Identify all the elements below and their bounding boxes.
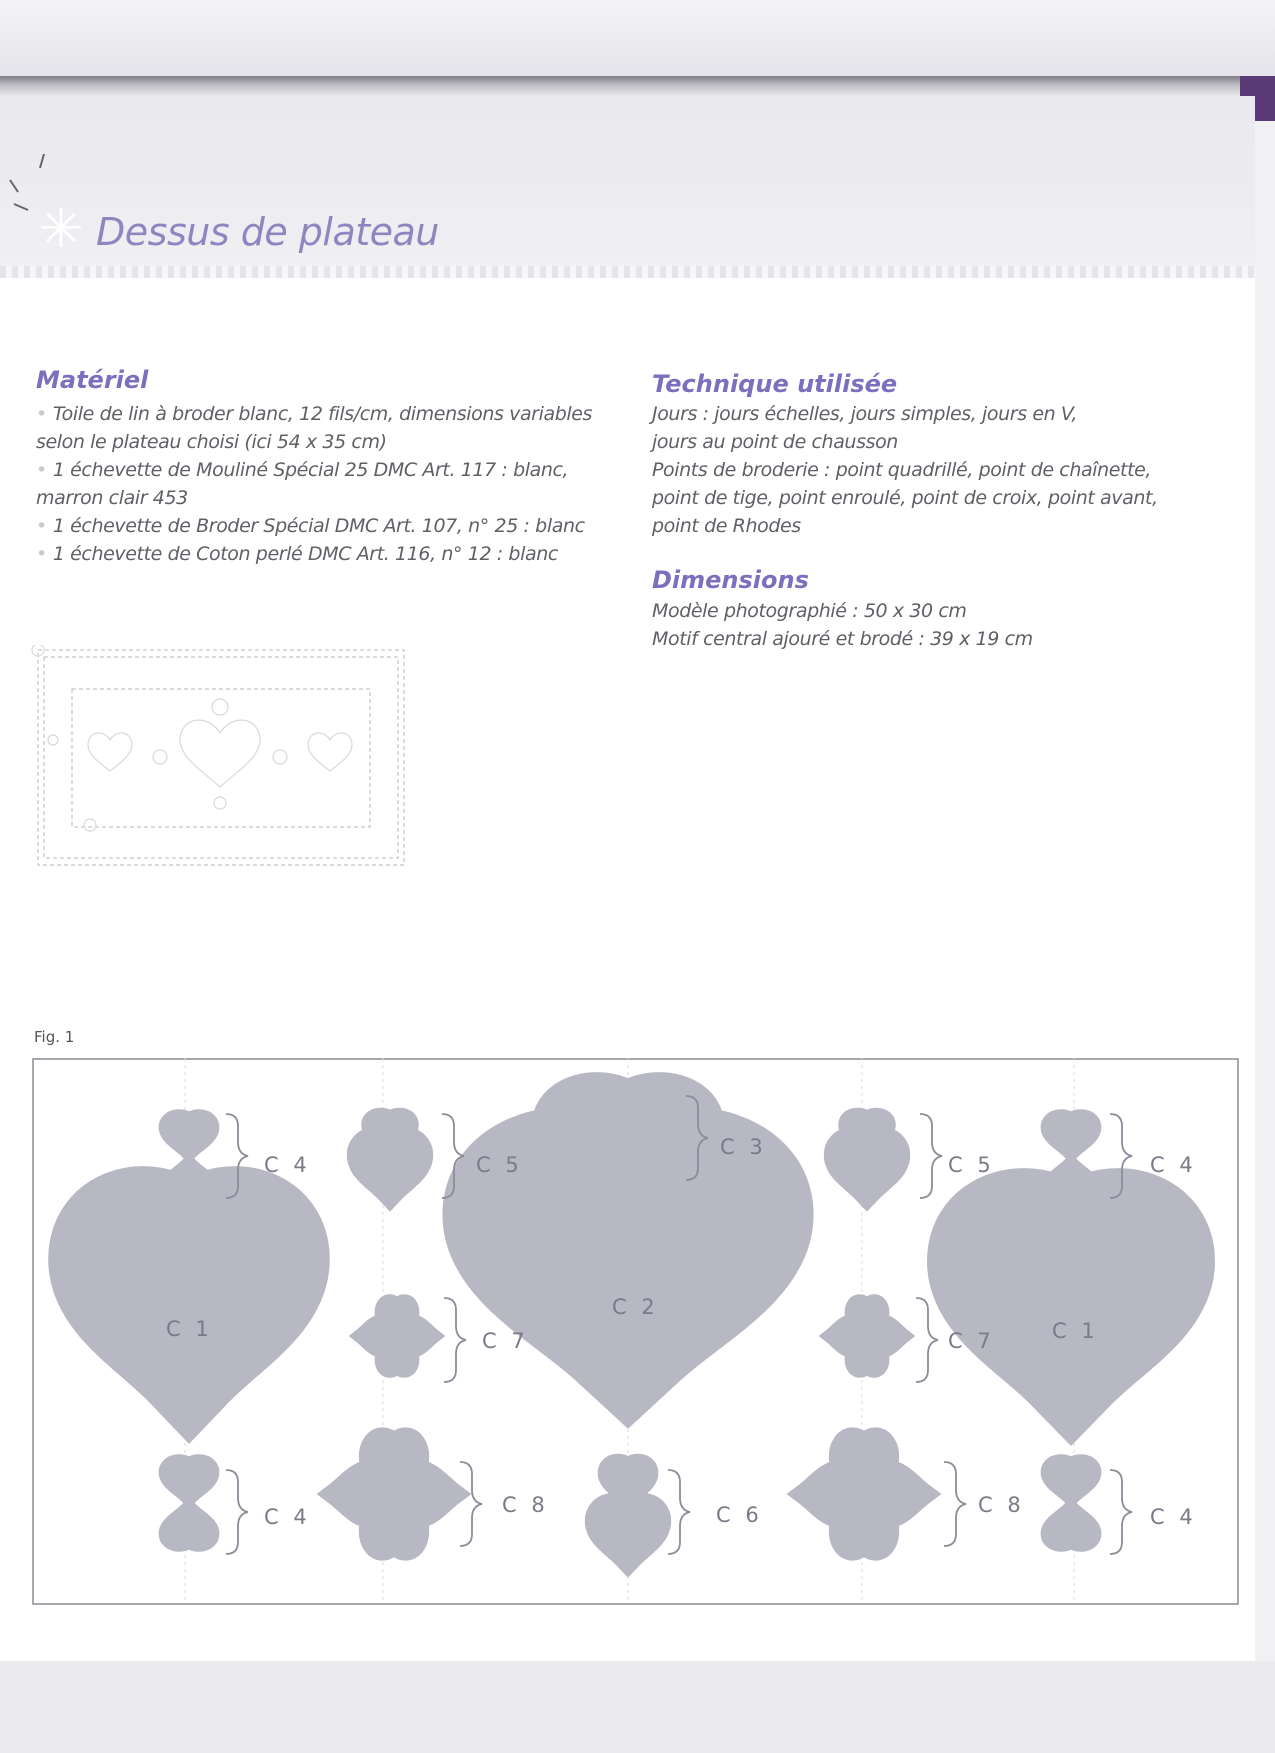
dimensions-heading: Dimensions [652,566,809,594]
star-icon: ✳ [38,197,84,260]
materiel-item-continued: marron clair 453 [36,487,188,509]
page-title: Dessus de plateau [96,210,439,254]
bottom-strip [0,1661,1275,1753]
label-c1: C 1 [166,1317,213,1341]
label-c4: C 4 [1150,1153,1197,1177]
label-c8: C 8 [978,1493,1025,1517]
top-strip [0,0,1275,78]
materiel-item: • 1 échevette de Broder Spécial DMC Art. 107, n° 25 : blanc [36,515,585,537]
dimensions-line: Motif central ajouré et brodé : 39 x 19 cm [652,628,1033,650]
label-c8: C 8 [502,1493,549,1517]
materiel-item: • Toile de lin à broder blanc, 12 fils/cm, dimensions variables [36,403,593,425]
technique-line: Points de broderie : point quadrillé, point de chaînette, [652,459,1152,481]
technique-line: point de tige, point enroulé, point de croix, point avant, [652,487,1158,509]
header-lace-border [0,266,1255,278]
heart-c1-right [981,1217,1161,1372]
heart-c3-inner [610,1132,646,1162]
technique-line: point de Rhodes [652,515,801,537]
heart-c1-left [101,1215,277,1370]
label-c7: C 7 [948,1329,995,1353]
technique-heading: Technique utilisée [652,370,898,398]
label-c4: C 4 [1150,1505,1197,1529]
label-c2: C 2 [612,1295,659,1319]
label-c5: C 5 [948,1153,995,1177]
layout-thumbnail [30,645,410,870]
technique-list [652,400,1158,540]
materiel-list [36,400,592,568]
label-c5: C 5 [476,1153,523,1177]
label-c4: C 4 [264,1153,311,1177]
dimensions-line: Modèle photographié : 50 x 30 cm [652,600,967,622]
materiel-item: • 1 échevette de Mouliné Spécial 25 DMC Art. 117 : blanc, [36,459,569,481]
materiel-heading: Matériel [36,366,149,394]
label-c4: C 4 [264,1505,311,1529]
materiel-item: • 1 échevette de Coton perlé DMC Art. 116, n° 12 : blanc [36,543,558,565]
embroidery-pattern [32,1058,1242,1606]
figure-label: Fig. 1 [34,1028,75,1046]
top-edge-shadow [0,76,1275,96]
materiel-item-continued: selon le plateau choisi (ici 54 x 35 cm) [36,431,387,453]
label-c6: C 6 [716,1503,763,1527]
label-c3: C 3 [720,1135,767,1159]
label-c1: C 1 [1052,1319,1099,1343]
technique-line: Jours : jours échelles, jours simples, jours en V, [652,403,1077,425]
technique-line: jours au point de chausson [652,431,898,453]
dimensions-list [652,597,1033,653]
label-c7: C 7 [482,1329,529,1353]
